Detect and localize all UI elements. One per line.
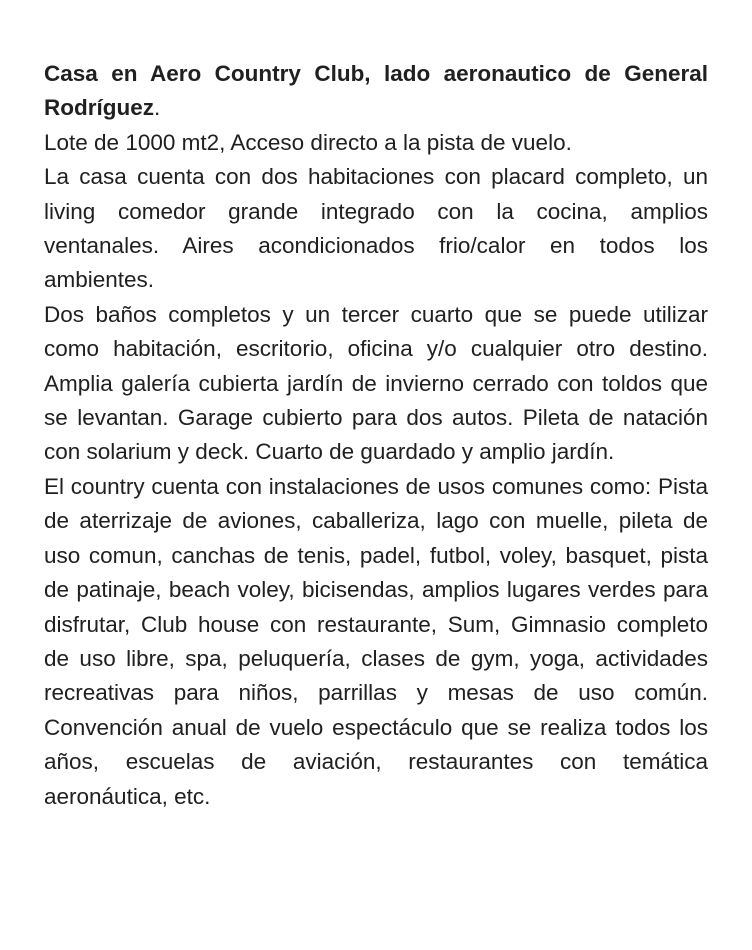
listing-title-paragraph (44, 57, 708, 126)
amenities-paragraph: El country cuenta con instalaciones de usos comunes como: Pista de aterrizaje de aviones, caballeriza, lago con muelle, pileta de uso comun, canchas de tenis, padel, futbol, voley, basquet, pista de patinaje, beach voley, bicisendas, amplios lugares verdes para disfrutar, Club house con restaurante, Sum, Gimnasio completo de uso libre, spa, peluquería, clases de gym, yoga, actividades recreativas para niños, parrillas y mesas de uso común. Convención anual de vuelo espectáculo que se realiza todos los años, escuelas de aviación, restaurantes con temática aeronáutica, etc. (44, 473, 708, 809)
listing-title: Casa en Aero Country Club, lado aeronautico de General Rodríguez (44, 61, 708, 121)
listing-description (44, 57, 708, 814)
house-paragraph: La casa cuenta con dos habitaciones con placard completo, un living comedor grande integrado con la cocina, amplios ventanales. Aires acondicionados frio/calor en todos los ambientes. (44, 164, 708, 293)
rooms-paragraph: Dos baños completos y un tercer cuarto que se puede utilizar como habitación, escritorio, oficina y/o cualquier otro destino. Amplia galería cubierta jardín de invierno cerrado con toldos que se levantan. Garage cubierto para dos autos. Pileta de natación con solarium y deck. Cuarto de guardado y amplio jardín. (44, 301, 708, 465)
listing-title-period: . (154, 95, 161, 121)
lot-paragraph: Lote de 1000 mt2, Acceso directo a la pista de vuelo. (44, 129, 572, 155)
